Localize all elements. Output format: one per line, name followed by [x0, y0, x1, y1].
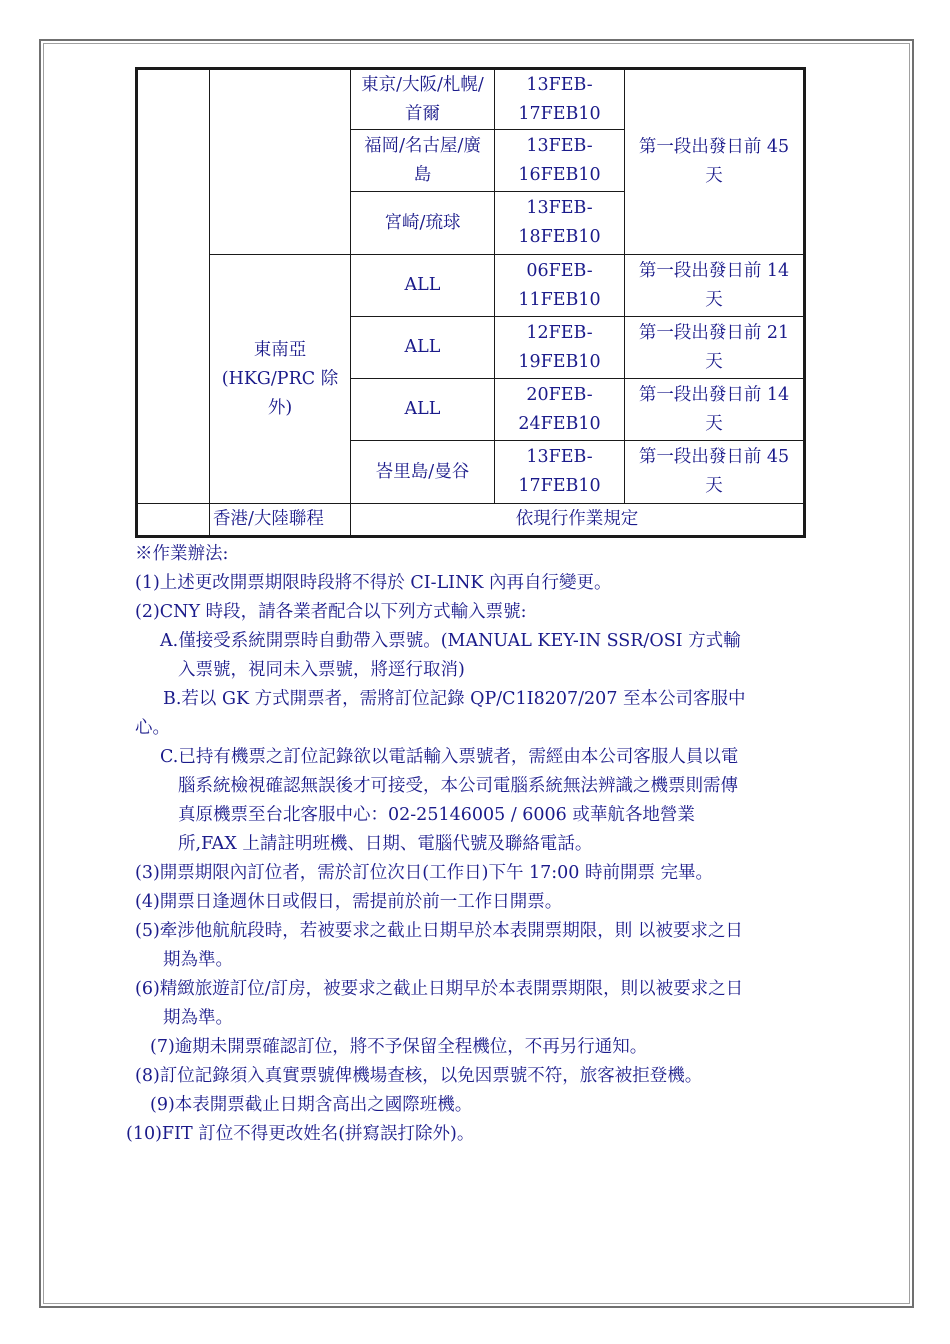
note-subitem-cont: 腦系統檢視確認無誤後才可接受，本公司電腦系統無法辨識之機票則需傳 [178, 776, 738, 796]
note-item-cont: 期為準。 [163, 950, 233, 970]
note-subitem: C.已持有機票之訂位記錄欲以電話輸入票號者，需經由本公司客服人員以電 [160, 747, 739, 767]
deadline-cell: 第一段出發日前 45 天 [638, 447, 790, 496]
note-item-cont: 期為準。 [163, 1008, 233, 1028]
date-range-cell: 13FEB- 17FEB10 [518, 447, 601, 496]
destination-cell: 峇里島/曼谷 [375, 461, 470, 482]
rule-cell: 依現行作業規定 [515, 509, 639, 529]
date-range-cell: 13FEB- 17FEB10 [518, 74, 601, 124]
date-range-cell: 13FEB- 18FEB10 [518, 198, 601, 247]
note-item: (7)逾期未開票確認訂位，將不予保留全程機位，不再另行通知。 [150, 1037, 648, 1057]
destination-cell: ALL [404, 275, 441, 295]
destination-cell: ALL [404, 399, 441, 419]
note-subitem-cont: 心。 [135, 718, 170, 738]
destination-cell: 東京/大阪/札幌/ 首爾 [361, 74, 484, 124]
destination-cell: 宮崎/琉球 [384, 212, 461, 233]
deadline-cell: 第一段出發日前 14 天 [638, 260, 790, 310]
date-range-cell: 06FEB- 11FEB10 [518, 260, 601, 310]
note-item: (10)FIT 訂位不得更改姓名(拼寫誤打除外)。 [126, 1124, 475, 1144]
note-item: (9)本表開票截止日期含高出之國際班機。 [150, 1095, 473, 1115]
region-cell: 香港/大陸聯程 [213, 509, 324, 529]
deadline-cell: 第一段出發日前 45 天 [638, 137, 790, 186]
note-item: (3)開票期限內訂位者，需於訂位次日(工作日)下午 17:00 時前開票 完畢。 [135, 863, 714, 883]
destination-cell: ALL [404, 337, 441, 357]
note-subitem: B.若以 GK 方式開票者，需將訂位記錄 QP/C1I8207/207 至本公司客服中 [163, 689, 746, 709]
note-subitem-cont: 真原機票至台北客服中心：02-25146005 / 6006 或華航各地營業 [178, 805, 695, 825]
deadline-cell: 第一段出發日前 21 天 [638, 322, 790, 372]
note-subitem-cont: 入票號，視同未入票號，將逕行取消) [178, 660, 465, 680]
note-subitem: A.僅接受系統開票時自動帶入票號。(MANUAL KEY-IN SSR/OSI 方式輸 [160, 631, 741, 651]
date-range-cell: 13FEB- 16FEB10 [518, 135, 601, 185]
note-item: (1)上述更改開票期限時段將不得於 CI-LINK 內再自行變更。 [135, 573, 612, 593]
note-item: (6)精緻旅遊訂位/訂房，被要求之截止日期早於本表開票期限，則以被要求之日 [135, 979, 744, 999]
ticketing-deadline-table [135, 67, 805, 537]
deadline-cell: 第一段出發日前 14 天 [638, 384, 790, 434]
note-item: (2)CNY 時段，請各業者配合以下列方式輸入票號: [135, 602, 527, 622]
date-range-cell: 12FEB- 19FEB10 [518, 322, 601, 372]
note-item: (8)訂位記錄須入真實票號俾機場查核，以免因票號不符，旅客被拒登機。 [135, 1066, 703, 1086]
note-item: (5)牽涉他航航段時，若被要求之截止日期早於本表開票期限，則 以被要求之日 [135, 921, 743, 941]
note-subitem-cont: 所,FAX 上請註明班機、日期、電腦代號及聯絡電話。 [178, 834, 593, 854]
destination-cell: 福岡/名古屋/廣 島 [364, 135, 481, 185]
note-item: (4)開票日逢週休日或假日，需提前於前一工作日開票。 [135, 892, 563, 912]
notes-heading: ※作業辦法: [135, 544, 229, 564]
date-range-cell: 20FEB- 24FEB10 [518, 384, 601, 434]
region-cell: 東南亞 (HKG/PRC 除 外) [221, 339, 339, 418]
